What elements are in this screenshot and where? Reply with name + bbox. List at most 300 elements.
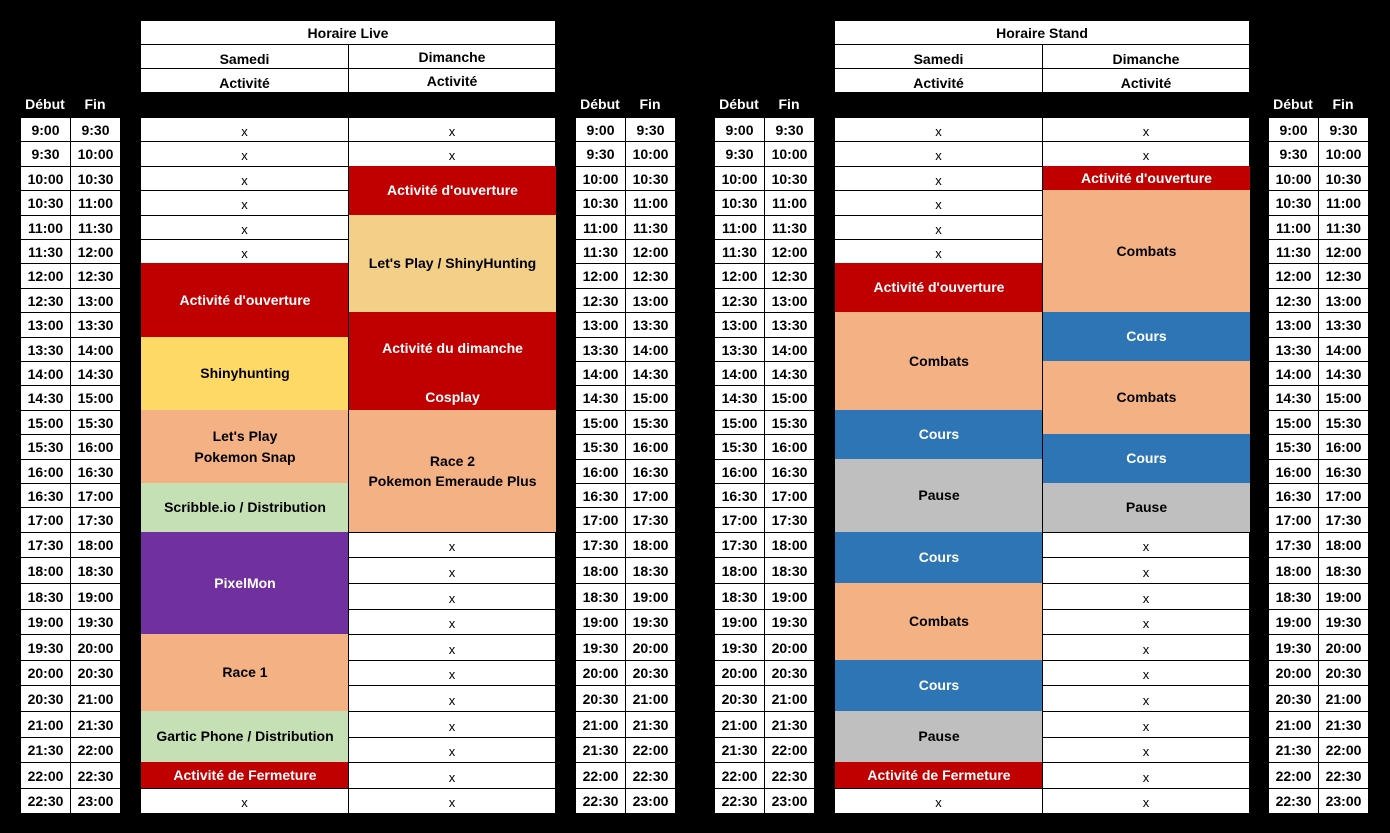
time-debut-1: 17:00 <box>20 507 71 533</box>
time-debut-1: 11:00 <box>20 215 71 240</box>
time-debut-4: 17:00 <box>1268 507 1319 533</box>
activity-label: Activité d'ouverture <box>179 291 311 308</box>
activity-block <box>140 337 349 410</box>
time-fin-4: 15:30 <box>1318 410 1369 435</box>
empty-slot-mark: x <box>241 172 248 188</box>
activity-block <box>1042 483 1250 532</box>
time-debut-4: 19:00 <box>1268 609 1319 635</box>
time-fin-4: 21:00 <box>1318 685 1369 712</box>
activity-label: Pause <box>1125 499 1168 516</box>
time-debut-1: 18:00 <box>20 557 71 584</box>
empty-slot <box>1042 141 1250 167</box>
time-fin-1: 13:30 <box>70 312 121 338</box>
empty-slot-mark: x <box>448 123 456 139</box>
time-fin-4: 14:30 <box>1318 361 1369 386</box>
time-fin-4: 22:30 <box>1318 762 1369 789</box>
time-fin-4: 14:00 <box>1318 337 1369 362</box>
empty-slot <box>1042 685 1250 712</box>
empty-slot <box>1042 583 1250 610</box>
time-fin-2: 17:00 <box>625 483 676 508</box>
time-debut-3: 21:00 <box>714 711 765 738</box>
live-samedi-activite-header: Activité <box>140 68 349 93</box>
time-fin-1: 15:30 <box>70 410 121 435</box>
empty-slot <box>348 711 556 738</box>
empty-slot-mark: x <box>935 148 942 164</box>
empty-slot-mark: x <box>1142 744 1150 760</box>
activity-block <box>834 312 1043 410</box>
time-fin-1: 13:00 <box>70 288 121 313</box>
empty-slot-mark: x <box>1142 539 1150 555</box>
time-fin-4: 18:00 <box>1318 532 1369 558</box>
time-fin-3: 23:00 <box>764 788 815 814</box>
time-debut-3: 18:00 <box>714 557 765 584</box>
activity-label: PixelMon <box>214 574 276 591</box>
activity-label: Cours <box>918 677 960 694</box>
time-fin-1: 14:00 <box>70 337 121 362</box>
time-debut-3: 22:00 <box>714 762 765 789</box>
time-debut-1: 20:00 <box>20 660 71 686</box>
time-debut-4: 10:30 <box>1268 190 1319 216</box>
time-fin-3: 10:30 <box>764 166 815 191</box>
time-debut-2: 16:30 <box>575 483 626 508</box>
empty-slot <box>140 117 349 142</box>
time-debut-2: 9:00 <box>575 117 626 142</box>
activity-block <box>1042 190 1250 312</box>
time-debut-2: 19:00 <box>575 609 626 635</box>
time-debut-4: 12:30 <box>1268 288 1319 313</box>
activity-label: Activité de Fermeture <box>173 766 317 783</box>
time-debut-3: 11:30 <box>714 239 765 264</box>
time-fin-3: 14:30 <box>764 361 815 386</box>
activity-label: Activité du dimanche <box>382 340 523 357</box>
empty-slot <box>348 660 556 686</box>
activity-label: Cours <box>918 426 960 443</box>
empty-slot <box>348 685 556 712</box>
activity-block <box>348 385 556 410</box>
time-fin-2: 9:30 <box>625 117 676 142</box>
time-debut-2: 12:30 <box>575 288 626 313</box>
time-debut-3: 13:00 <box>714 312 765 338</box>
time-fin-3: 17:00 <box>764 483 815 508</box>
activity-label: Combats <box>909 613 969 630</box>
time-debut-4: 11:00 <box>1268 215 1319 240</box>
time-debut-2: 14:30 <box>575 385 626 411</box>
time-debut-3: 18:30 <box>714 583 765 610</box>
time-fin-3: 12:30 <box>764 263 815 289</box>
time-fin-4: 12:00 <box>1318 239 1369 264</box>
time-fin-1: 16:00 <box>70 434 121 460</box>
time-fin-4: 10:00 <box>1318 141 1369 167</box>
empty-slot-mark: x <box>448 769 456 785</box>
time-fin-1: 20:00 <box>70 634 121 661</box>
debut-header-3: Début <box>719 96 759 112</box>
debut-header-2: Début <box>580 96 620 112</box>
time-fin-2: 15:00 <box>625 385 676 411</box>
time-debut-2: 17:30 <box>575 532 626 558</box>
time-debut-2: 17:00 <box>575 507 626 533</box>
time-fin-2: 19:30 <box>625 609 676 635</box>
empty-slot <box>1042 711 1250 738</box>
time-debut-3: 17:30 <box>714 532 765 558</box>
time-fin-4: 10:30 <box>1318 166 1369 191</box>
activity-block <box>834 410 1043 459</box>
empty-slot-mark: x <box>935 172 942 188</box>
activity-label: Let's Play / ShinyHunting <box>368 255 537 272</box>
time-debut-3: 19:00 <box>714 609 765 635</box>
activity-block <box>834 459 1043 532</box>
time-debut-4: 15:30 <box>1268 434 1319 460</box>
activity-label: Combats <box>909 352 969 369</box>
empty-slot-mark: x <box>241 245 248 261</box>
time-fin-3: 21:00 <box>764 685 815 712</box>
activity-block <box>140 483 349 532</box>
time-fin-4: 13:00 <box>1318 288 1369 313</box>
empty-slot-mark: x <box>1142 148 1150 164</box>
time-debut-2: 20:00 <box>575 660 626 686</box>
fin-header-3: Fin <box>778 96 800 112</box>
time-debut-4: 13:00 <box>1268 312 1319 338</box>
time-fin-1: 19:00 <box>70 583 121 610</box>
activity-label: Race 1 <box>222 664 268 681</box>
time-fin-4: 17:30 <box>1318 507 1369 533</box>
stand-samedi-activite-header: Activité <box>834 68 1043 93</box>
time-fin-4: 16:00 <box>1318 434 1369 460</box>
empty-slot <box>834 788 1043 814</box>
time-debut-1: 22:00 <box>20 762 71 789</box>
activity-block <box>140 634 349 711</box>
time-debut-2: 10:00 <box>575 166 626 191</box>
empty-slot-mark: x <box>1142 590 1150 606</box>
time-debut-2: 11:00 <box>575 215 626 240</box>
time-fin-2: 18:00 <box>625 532 676 558</box>
empty-slot <box>348 583 556 610</box>
time-fin-4: 12:30 <box>1318 263 1369 289</box>
time-debut-2: 22:30 <box>575 788 626 814</box>
time-debut-4: 12:00 <box>1268 263 1319 289</box>
time-debut-4: 20:30 <box>1268 685 1319 712</box>
time-debut-2: 9:30 <box>575 141 626 167</box>
time-debut-4: 18:00 <box>1268 557 1319 584</box>
time-fin-2: 11:30 <box>625 215 676 240</box>
empty-slot-mark: x <box>1142 641 1150 657</box>
empty-slot <box>348 532 556 558</box>
time-debut-4: 21:30 <box>1268 737 1319 763</box>
activity-label: Activité de Fermeture <box>867 766 1011 783</box>
activity-label: Shinyhunting <box>200 365 290 382</box>
time-fin-2: 23:00 <box>625 788 676 814</box>
empty-slot-mark: x <box>448 641 456 657</box>
activity-label: Cosplay <box>425 389 480 406</box>
time-fin-1: 12:00 <box>70 239 121 264</box>
empty-slot <box>348 737 556 763</box>
time-debut-2: 12:00 <box>575 263 626 289</box>
time-fin-2: 10:00 <box>625 141 676 167</box>
empty-slot <box>1042 609 1250 635</box>
time-fin-4: 19:30 <box>1318 609 1369 635</box>
empty-slot-mark: x <box>1142 718 1150 734</box>
activity-label: Scribble.io / Distribution <box>164 499 326 516</box>
time-debut-1: 9:00 <box>20 117 71 142</box>
empty-slot-mark: x <box>1142 667 1150 683</box>
time-fin-3: 22:00 <box>764 737 815 763</box>
time-debut-3: 12:00 <box>714 263 765 289</box>
time-debut-4: 16:00 <box>1268 459 1319 484</box>
activity-label: Activité d'ouverture <box>873 279 1005 296</box>
time-debut-1: 9:30 <box>20 141 71 167</box>
live-dimanche-header: Dimanche <box>348 44 556 69</box>
activity-label: Activité d'ouverture <box>1081 169 1212 186</box>
time-debut-3: 11:00 <box>714 215 765 240</box>
activity-block <box>140 532 349 634</box>
activity-block <box>348 312 556 385</box>
time-fin-4: 13:30 <box>1318 312 1369 338</box>
time-debut-1: 21:30 <box>20 737 71 763</box>
time-fin-3: 19:30 <box>764 609 815 635</box>
time-fin-3: 11:00 <box>764 190 815 216</box>
time-debut-4: 20:00 <box>1268 660 1319 686</box>
time-debut-3: 15:30 <box>714 434 765 460</box>
time-debut-3: 17:00 <box>714 507 765 533</box>
stand-title: Horaire Stand <box>834 20 1250 45</box>
empty-slot <box>348 762 556 789</box>
time-fin-4: 19:00 <box>1318 583 1369 610</box>
activity-block <box>140 410 349 483</box>
empty-slot <box>1042 117 1250 142</box>
activity-block <box>834 762 1043 788</box>
time-debut-3: 10:00 <box>714 166 765 191</box>
time-debut-3: 9:30 <box>714 141 765 167</box>
time-fin-1: 12:30 <box>70 263 121 289</box>
time-debut-2: 10:30 <box>575 190 626 216</box>
time-debut-4: 14:30 <box>1268 385 1319 411</box>
time-fin-1: 18:00 <box>70 532 121 558</box>
activity-label: Gartic Phone / Distribution <box>156 728 334 745</box>
time-fin-4: 20:00 <box>1318 634 1369 661</box>
time-debut-1: 12:00 <box>20 263 71 289</box>
time-fin-1: 22:30 <box>70 762 121 789</box>
stand-dimanche-header: Dimanche <box>1042 44 1250 69</box>
time-fin-2: 21:30 <box>625 711 676 738</box>
activity-block <box>1042 434 1250 483</box>
time-fin-3: 21:30 <box>764 711 815 738</box>
empty-slot <box>140 215 349 240</box>
time-fin-3: 20:00 <box>764 634 815 661</box>
time-fin-2: 22:00 <box>625 737 676 763</box>
empty-slot <box>1042 762 1250 789</box>
empty-slot-mark: x <box>241 123 248 139</box>
debut-header-4: Début <box>1273 96 1313 112</box>
time-fin-3: 17:30 <box>764 507 815 533</box>
empty-slot-mark: x <box>448 148 456 164</box>
time-debut-3: 15:00 <box>714 410 765 435</box>
empty-slot-mark: x <box>448 539 456 555</box>
activity-block <box>834 583 1043 660</box>
activity-block <box>1042 166 1250 190</box>
time-fin-1: 21:30 <box>70 711 121 738</box>
time-fin-1: 11:30 <box>70 215 121 240</box>
time-debut-4: 22:30 <box>1268 788 1319 814</box>
time-fin-4: 20:30 <box>1318 660 1369 686</box>
time-fin-1: 22:00 <box>70 737 121 763</box>
time-debut-1: 10:30 <box>20 190 71 216</box>
time-fin-1: 18:30 <box>70 557 121 584</box>
activity-block <box>1042 361 1250 434</box>
activity-label: Pause <box>918 487 960 504</box>
empty-slot-mark: x <box>1142 769 1150 785</box>
time-debut-4: 16:30 <box>1268 483 1319 508</box>
time-fin-4: 9:30 <box>1318 117 1369 142</box>
time-debut-1: 16:00 <box>20 459 71 484</box>
time-debut-3: 12:30 <box>714 288 765 313</box>
time-fin-2: 14:00 <box>625 337 676 362</box>
empty-slot-mark: x <box>448 667 456 683</box>
time-debut-2: 15:00 <box>575 410 626 435</box>
empty-slot-mark: x <box>448 744 456 760</box>
empty-slot-mark: x <box>1142 795 1150 811</box>
activity-label: Pause <box>918 728 960 745</box>
activity-block <box>348 166 556 215</box>
time-fin-2: 16:30 <box>625 459 676 484</box>
live-dimanche-activite-header: Activité <box>348 68 556 93</box>
time-debut-2: 20:30 <box>575 685 626 712</box>
time-debut-2: 13:30 <box>575 337 626 362</box>
time-fin-1: 21:00 <box>70 685 121 712</box>
time-fin-4: 22:00 <box>1318 737 1369 763</box>
time-fin-1: 9:30 <box>70 117 121 142</box>
time-debut-2: 19:30 <box>575 634 626 661</box>
time-debut-4: 9:00 <box>1268 117 1319 142</box>
time-fin-1: 14:30 <box>70 361 121 386</box>
time-fin-3: 9:30 <box>764 117 815 142</box>
time-fin-1: 20:30 <box>70 660 121 686</box>
empty-slot-mark: x <box>241 795 248 811</box>
time-debut-3: 19:30 <box>714 634 765 661</box>
time-fin-2: 11:00 <box>625 190 676 216</box>
time-fin-2: 22:30 <box>625 762 676 789</box>
time-fin-1: 17:00 <box>70 483 121 508</box>
time-fin-3: 18:30 <box>764 557 815 584</box>
time-fin-2: 19:00 <box>625 583 676 610</box>
time-debut-4: 22:00 <box>1268 762 1319 789</box>
empty-slot <box>140 190 349 216</box>
empty-slot-mark: x <box>448 692 456 708</box>
time-debut-3: 16:00 <box>714 459 765 484</box>
time-fin-3: 13:00 <box>764 288 815 313</box>
time-debut-4: 10:00 <box>1268 166 1319 191</box>
time-debut-2: 18:00 <box>575 557 626 584</box>
empty-slot-mark: x <box>935 221 942 237</box>
empty-slot-mark: x <box>935 123 942 139</box>
activity-label: Combats <box>1116 389 1177 406</box>
activity-block <box>834 660 1043 711</box>
empty-slot <box>1042 634 1250 661</box>
time-fin-3: 18:00 <box>764 532 815 558</box>
time-debut-4: 18:30 <box>1268 583 1319 610</box>
time-debut-4: 14:00 <box>1268 361 1319 386</box>
empty-slot <box>834 215 1043 240</box>
time-debut-3: 14:00 <box>714 361 765 386</box>
empty-slot <box>348 634 556 661</box>
empty-slot-mark: x <box>448 718 456 734</box>
time-fin-3: 10:00 <box>764 141 815 167</box>
empty-slot <box>834 239 1043 264</box>
time-debut-4: 9:30 <box>1268 141 1319 167</box>
time-fin-2: 20:30 <box>625 660 676 686</box>
empty-slot-mark: x <box>241 221 248 237</box>
time-fin-3: 13:30 <box>764 312 815 338</box>
time-fin-1: 10:30 <box>70 166 121 191</box>
time-fin-4: 23:00 <box>1318 788 1369 814</box>
activity-block <box>140 263 349 337</box>
time-fin-3: 14:00 <box>764 337 815 362</box>
time-fin-1: 15:00 <box>70 385 121 411</box>
empty-slot-mark: x <box>1142 564 1150 580</box>
activity-label: Cours <box>1126 450 1167 467</box>
time-fin-1: 11:00 <box>70 190 121 216</box>
time-debut-4: 15:00 <box>1268 410 1319 435</box>
time-debut-1: 13:30 <box>20 337 71 362</box>
activity-label: Race 2 Pokemon Emeraude Plus <box>368 452 537 489</box>
time-fin-4: 17:00 <box>1318 483 1369 508</box>
time-fin-2: 12:00 <box>625 239 676 264</box>
fin-header-1: Fin <box>84 96 106 112</box>
activity-label: Combats <box>1116 242 1177 259</box>
empty-slot <box>834 190 1043 216</box>
time-fin-4: 21:30 <box>1318 711 1369 738</box>
time-debut-1: 18:30 <box>20 583 71 610</box>
time-fin-3: 12:00 <box>764 239 815 264</box>
time-debut-2: 18:30 <box>575 583 626 610</box>
activity-label: Let's Play Pokemon Snap <box>194 428 296 465</box>
time-fin-2: 12:30 <box>625 263 676 289</box>
empty-slot-mark: x <box>1142 616 1150 632</box>
fin-header-2: Fin <box>639 96 661 112</box>
activity-block <box>140 762 349 788</box>
time-fin-1: 10:00 <box>70 141 121 167</box>
live-title: Horaire Live <box>140 20 556 45</box>
time-debut-2: 11:30 <box>575 239 626 264</box>
time-debut-3: 22:30 <box>714 788 765 814</box>
time-fin-1: 17:30 <box>70 507 121 533</box>
time-fin-2: 15:30 <box>625 410 676 435</box>
time-fin-2: 10:30 <box>625 166 676 191</box>
time-fin-4: 15:00 <box>1318 385 1369 411</box>
time-debut-2: 21:30 <box>575 737 626 763</box>
empty-slot-mark: x <box>448 616 456 632</box>
time-debut-2: 13:00 <box>575 312 626 338</box>
time-debut-2: 14:00 <box>575 361 626 386</box>
activity-label: Cours <box>1126 328 1167 345</box>
time-fin-4: 11:30 <box>1318 215 1369 240</box>
time-fin-3: 20:30 <box>764 660 815 686</box>
empty-slot <box>1042 660 1250 686</box>
time-fin-3: 19:00 <box>764 583 815 610</box>
empty-slot <box>348 788 556 814</box>
time-debut-1: 19:30 <box>20 634 71 661</box>
time-fin-4: 16:30 <box>1318 459 1369 484</box>
time-debut-1: 15:30 <box>20 434 71 460</box>
empty-slot-mark: x <box>448 795 456 811</box>
time-fin-3: 11:30 <box>764 215 815 240</box>
time-fin-2: 13:00 <box>625 288 676 313</box>
stand-samedi-header: Samedi <box>834 44 1043 69</box>
empty-slot-mark: x <box>1142 123 1150 139</box>
time-debut-1: 19:00 <box>20 609 71 635</box>
empty-slot <box>834 166 1043 191</box>
activity-block <box>834 263 1043 312</box>
time-debut-2: 16:00 <box>575 459 626 484</box>
live-samedi-header: Samedi <box>140 44 349 69</box>
